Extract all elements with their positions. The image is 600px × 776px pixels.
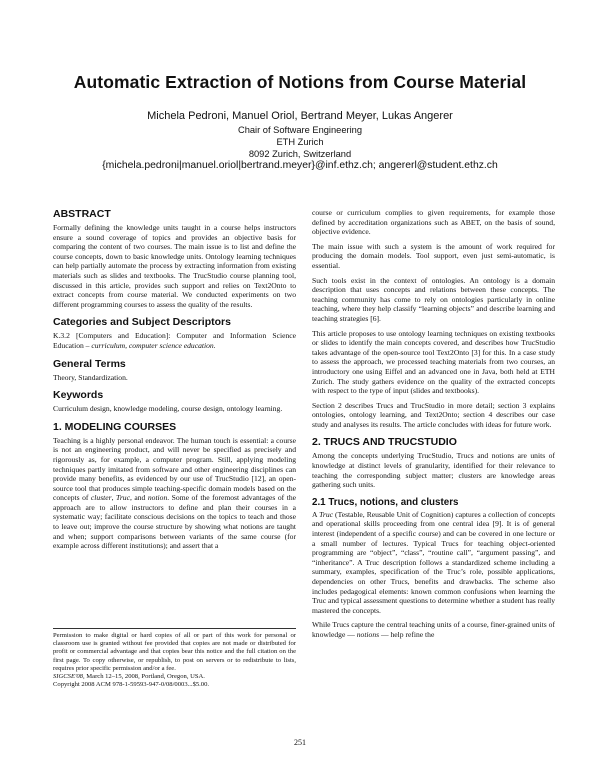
right-paragraph-2: The main issue with such a system is the amount of work required for producing the domain models. Tool support, even just semi-automatic, is essential. [312,241,555,270]
paper-title: Automatic Extraction of Notions from Course Material [73,72,527,92]
footnote-copyright: Copyright 2008 ACM 978-1-59593-947-0/08/0003...$5.00. [53,681,210,689]
s21-p2-text-b: — help refine the [379,629,435,639]
author-emails: {michela.pedroni|manuel.oriol|bertrand.meyer}@inf.ethz.ch; angererl@student.ethz.ch [102,160,498,171]
author-list: Michela Pedroni, Manuel Oriol, Bertrand Meyer, Lukas Angerer [147,110,453,122]
right-paragraph-5: Section 2 describes Trucs and TrucStudio in more detail; section 3 explains ontologies, ontology learning, and Text2Onto; section 4 describes our case study and analyses its results. The article concludes with ideas for future work. [312,400,555,429]
categories-text-plain: K.3.2 [Computers and Education]: Computer and Information Science Education – [53,331,296,350]
section-2-heading: 2. TRUCS AND TRUCSTUDIO [312,436,457,449]
page-number: 251 [294,738,306,747]
left-column [53,208,296,556]
footnote-venue-name: SIGCSE'08 [53,673,83,681]
s1-text-b: . Some of the foremost advantages of the approach are to allow instructors to define and plan their courses in a systematic way; facilitate conscious decisions on the topics to teach and those to leave out; improve the course structure by showing what notions are taught and when; support comparisons between variants of the same course (for example across different institutions); and assert that a [53,493,296,551]
s1-sep-1: , [111,493,117,503]
categories-text-italic: curriculum, computer science education. [91,340,216,350]
footnote-rule [53,628,296,629]
s1-term-truc: Truc [116,493,130,503]
categories-heading: Categories and Subject Descriptors [53,316,231,329]
section-2-paragraph: Among the concepts underlying TrucStudio, Trucs and notions are units of knowledge at distinct levels of granularity, identified for their relevance to teaching the corresponding subject matter; clusters are knowledge areas gathering such units. [312,451,555,490]
s21-text-b: (Testable, Reusable Unit of Cognition) captures a collection of concepts and operational skills proceeding from one central idea [9]. It is of general interest (independent of a specific course) and can be covered in one lecture or a small number of lectures. Typical Trucs for teaching object-oriented programming are “object”, “class”, “routine call”, “argument passing”, and “inheritance”. A Truc description follows a standardized scheme including a summary, examples, specification of the Truc’s role, possible applications, dependencies on other Trucs, benefits and drawbacks. The scheme also includes pedagogical elements: known common confusions when learning the Truc and typical assessment questions to determine whether a student has really mastered the concepts. [312,509,555,615]
right-paragraph-4: This article proposes to use ontology learning techniques on existing textbooks or slides to identify the main concepts covered, and describes how TrucStudio takes advantage of the open-source tool Text2Onto [3] for this. In a case study to assess the approach, we processed teaching materials from two courses, an introductory one using Eiffel and an advanced one in Java, both held at ETH Zurich. The study gathers evidence on the quality of the extracted concepts with respect to the type of input (slides and textbooks). [312,328,555,396]
s21-p2-text-a: While Trucs capture the central teaching units of a course, finer-grained units of knowledge — [312,620,555,639]
right-paragraph-1: course or curriculum complies to given requirements, for example those defined by accreditation organizations such as ABET, on the basis of sound, objective evidence. [312,208,555,237]
section-1-heading: 1. MODELING COURSES [53,420,177,433]
footnote-venue-details: , March 12–15, 2008, Portland, Oregon, USA. [82,673,205,681]
permission-footnote [53,628,296,689]
abstract-heading: ABSTRACT [53,208,111,220]
section-2-1-heading: 2.1 Trucs, notions, and clusters [312,496,459,508]
footnote-venue [53,673,296,681]
affiliation-line-3: 8092 Zurich, Switzerland [248,149,352,159]
right-column [312,208,555,645]
keywords-heading: Keywords [53,389,104,402]
section-2-1-paragraph-1 [312,510,555,616]
s1-term-cluster: cluster [90,493,112,503]
categories-text [53,331,296,350]
s1-term-notion: notion [147,493,168,503]
keywords-text: Curriculum design, knowledge modeling, course design, ontology learning. [53,404,283,414]
right-paragraph-3: Such tools exist in the context of ontologies. An ontology is a domain description that uses concepts and relations between these concepts. The teaching community has come to rely on ontologies particularly in online teaching, where they help classify “learning objects” and describe learning and teaching strategies [6]. [312,275,555,323]
s21-term-notions: notions [356,629,380,639]
s1-text-a: Teaching is a highly personal endeavor. The human touch is essential: a course is not an engineering product, and will never be specified as precisely and rigorously as, for example, a computer program. Still, applying modeling techniques partly imitated from software and other engineering disciplines can provide many benefits, as evidenced by our use of TrucStudio [12], an open-source tool that produces simple teaching-specific domain models based on the concepts of [53,435,296,503]
abstract-text: Formally defining the knowledge units taught in a course helps instructors ensure a sound coverage of topics and provides an objective basis for comparing the content of two courses. The main issue is to list and define the course concepts, down to basic knowledge units. Ontology learning techniques can help partially automate the process by extracting information from existing materials such as slides and textbooks. The TrucStudio course planning tool, discussed in this article, provides such support and relies on Text2Onto to extract concepts from course material. We conducted experiments on two different programming courses to assess the quality of the results. [53,223,296,309]
s1-sep-2: , and [129,493,148,503]
general-terms-heading: General Terms [53,357,126,370]
s21-text-a: A [312,509,320,519]
footnote-permission-text: Permission to make digital or hard copies of all or part of this work for personal or classroom use is granted without fee provided that copies are not made or distributed for profit or commercial advantage and that copies bear this notice and the full citation on the first page. To copy otherwise, or republish, to post on servers or to redistribute to lists, requires prior specific permission and/or a fee. [53,632,296,672]
general-terms-text: Theory, Standardization. [53,372,128,382]
section-1-paragraph [53,436,296,551]
section-2-1-paragraph-2 [312,620,555,639]
affiliation-line-1: Chair of Software Engineering [237,125,363,135]
affiliation-line-2: ETH Zurich [276,137,324,147]
s21-term-truc: Truc [319,509,334,519]
